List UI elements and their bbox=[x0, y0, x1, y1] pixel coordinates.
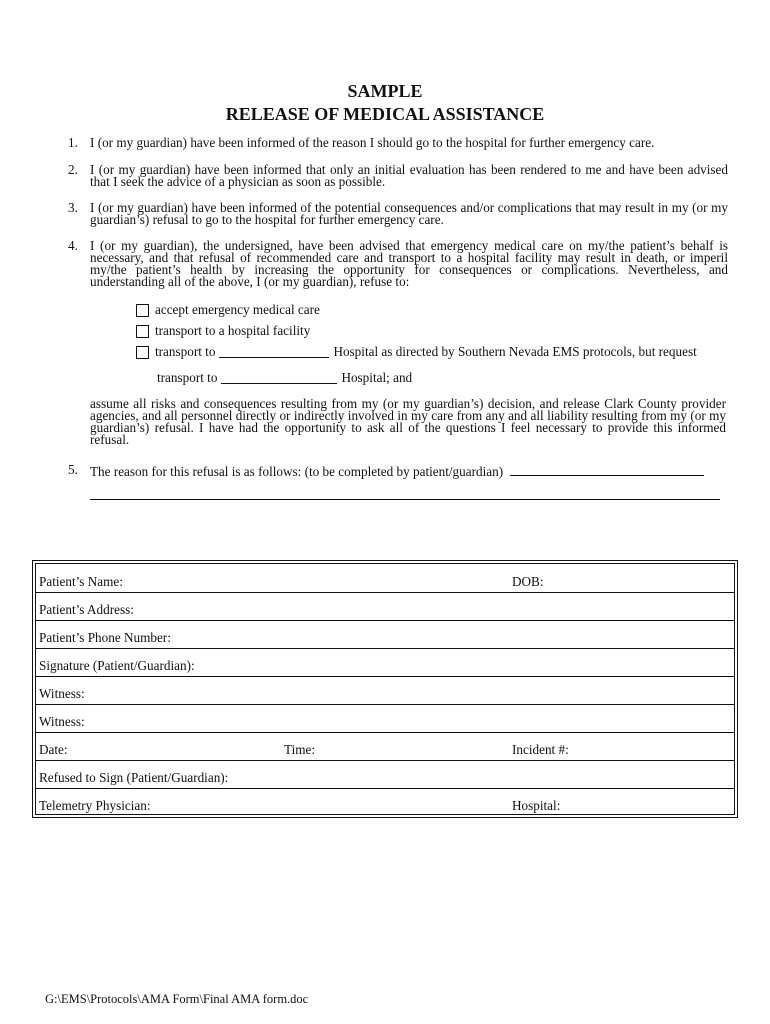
time-label: Time: bbox=[284, 742, 316, 757]
item-number: 1. bbox=[68, 135, 78, 150]
phone-label: Patient’s Phone Number: bbox=[39, 630, 171, 645]
option-label: accept emergency medical care bbox=[155, 302, 320, 317]
list-item-1 bbox=[68, 137, 728, 149]
date-label: Date: bbox=[39, 742, 68, 757]
table-row bbox=[36, 564, 734, 593]
table-row bbox=[36, 620, 734, 649]
checkbox[interactable] bbox=[136, 346, 149, 359]
table-row bbox=[36, 760, 734, 789]
dob-label: DOB: bbox=[512, 574, 544, 589]
hospital-blank-2[interactable] bbox=[221, 372, 337, 384]
item-number: 5. bbox=[68, 462, 78, 477]
item-number: 4. bbox=[68, 238, 78, 253]
option-label: transport to bbox=[157, 370, 218, 385]
checkbox[interactable] bbox=[136, 325, 149, 338]
signature-label: Signature (Patient/Guardian): bbox=[39, 658, 195, 673]
option-label: transport to bbox=[155, 344, 216, 359]
item-text: I (or my guardian) have been informed of the potential consequences and/or complications that may result in my (or my guardian’s) refusal to go to the hospital for further emergency care. bbox=[90, 200, 728, 227]
table-row bbox=[36, 704, 734, 733]
item-number: 2. bbox=[68, 162, 78, 177]
table-row bbox=[36, 732, 734, 761]
option-transport-hospital[interactable] bbox=[136, 323, 310, 339]
item-number: 3. bbox=[68, 200, 78, 215]
hospital-label: Hospital: bbox=[512, 798, 561, 813]
form-title-sample: SAMPLE bbox=[347, 81, 423, 101]
table-row bbox=[36, 592, 734, 621]
option-transport-to[interactable] bbox=[136, 344, 697, 360]
refused-label: Refused to Sign (Patient/Guardian): bbox=[39, 770, 229, 785]
reason-blank-2[interactable] bbox=[90, 499, 720, 500]
option-label-rest: Hospital as directed by Southern Nevada EMS protocols, but request bbox=[333, 344, 697, 359]
incident-label: Incident #: bbox=[512, 742, 569, 757]
option-label-rest: Hospital; and bbox=[341, 370, 413, 385]
table-row bbox=[36, 676, 734, 705]
checkbox[interactable] bbox=[136, 304, 149, 317]
form-title: RELEASE OF MEDICAL ASSISTANCE bbox=[225, 104, 545, 124]
patient-name-label: Patient’s Name: bbox=[39, 574, 123, 589]
reason-blank-1[interactable] bbox=[510, 464, 704, 476]
list-item-3 bbox=[68, 202, 728, 226]
witness-label: Witness: bbox=[39, 714, 85, 729]
address-label: Patient’s Address: bbox=[39, 602, 134, 617]
item-text: I (or my guardian), the undersigned, have been advised that emergency medical care on my/the patient’s behalf is necessary, and that refusal of recommended care and transport to a hospital facility may result in death, or imperil my/the patient’s health by increasing the opportunity for consequences or complications. Nevertheless, and understanding all of the above, I (or my guardian), refuse to: bbox=[90, 238, 728, 289]
physician-label: Telemetry Physician: bbox=[39, 798, 151, 813]
file-path-footer: G:\EMS\Protocols\AMA Form\Final AMA form.doc bbox=[45, 992, 309, 1006]
witness-label: Witness: bbox=[39, 686, 85, 701]
list-item-4 bbox=[68, 240, 728, 288]
table-row bbox=[36, 788, 734, 816]
list-item-2 bbox=[68, 164, 728, 188]
table-row bbox=[36, 648, 734, 677]
hospital-blank-1[interactable] bbox=[219, 346, 329, 358]
assume-risk-paragraph: assume all risks and consequences resulting from my (or my guardian’s) decision, and release Clark County provider agencies, and all personnel directly or indirectly involved in my care from any and all liability resulting from my (or my guardian’s) refusal. I have had the opportunity to ask all of the questions I feel necessary to provide this informed refusal. bbox=[90, 396, 726, 447]
list-item-5 bbox=[68, 464, 728, 478]
patient-info-table bbox=[32, 560, 738, 818]
item-text: The reason for this refusal is as follows: (to be completed by patient/guardian) bbox=[90, 464, 504, 479]
option-label: transport to a hospital facility bbox=[155, 323, 311, 338]
item-text: I (or my guardian) have been informed of the reason I should go to the hospital for further emergency care. bbox=[90, 135, 655, 150]
option-accept-care[interactable] bbox=[136, 302, 320, 318]
transport-request-line bbox=[157, 370, 412, 386]
item-text: I (or my guardian) have been informed that only an initial evaluation has been rendered to me and have been advised that I seek the advice of a physician as soon as possible. bbox=[90, 162, 728, 189]
